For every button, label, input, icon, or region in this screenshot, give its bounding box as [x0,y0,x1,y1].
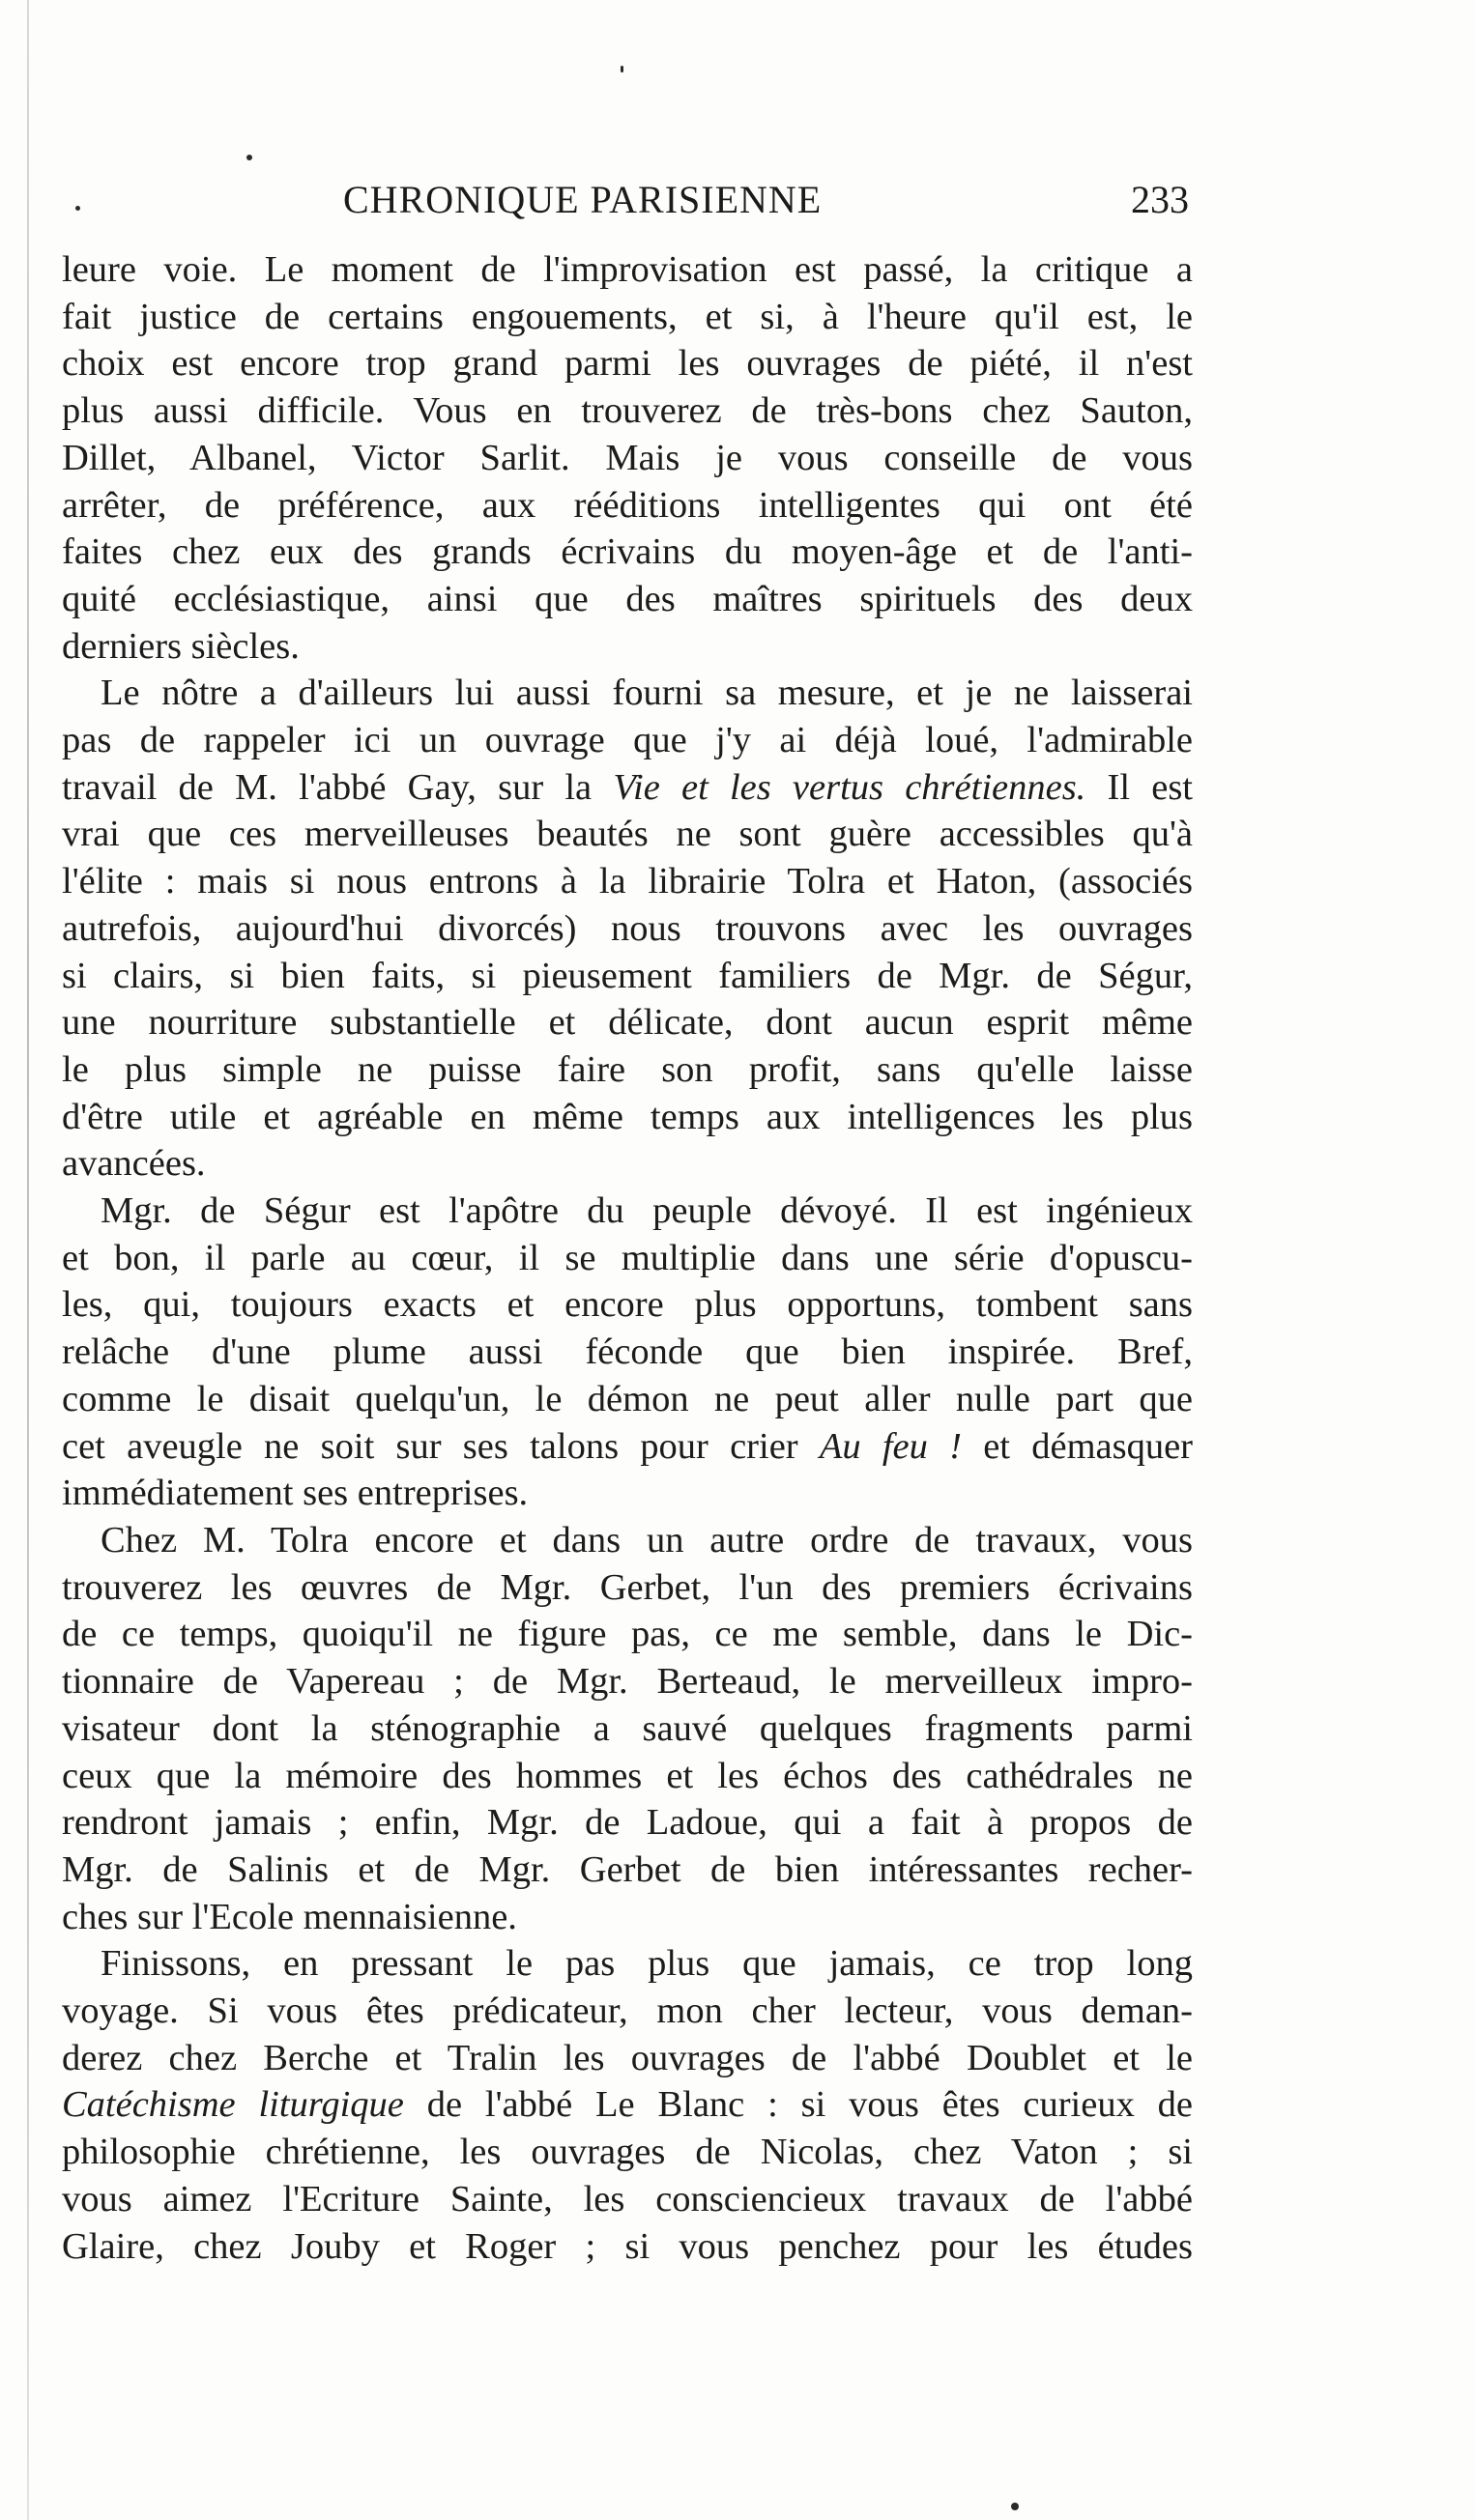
text-line: quité ecclésiastique, ainsi que des maîtres spirituels des deux [62,578,1193,619]
text-line: Le nôtre a d'ailleurs lui aussi fourni sa mesure, et je ne laisserai [101,673,1193,714]
text-line: trouverez les œuvres de Mgr. Gerbet, l'un des premiers écrivains [62,1566,1193,1608]
text-run: de l'abbé Le Blanc : si vous êtes curieux de [403,2084,1193,2126]
text-line: Mgr. de Ségur est l'apôtre du peuple dévoyé. Il est ingénieux [101,1190,1193,1232]
text-line: arrêter, de préférence, aux rééditions intelligentes qui ont été [62,484,1193,526]
text-line: et bon, il parle au cœur, il se multiplie dans une série d'opuscu- [62,1237,1193,1278]
text-line: les, qui, toujours exacts et encore plus opportuns, tombent sans [62,1284,1193,1326]
page-header [58,177,1189,235]
text-line-with-title [62,764,1193,812]
running-title: CHRONIQUE PARISIENNE [343,178,823,221]
text-line-with-cry [62,1423,1193,1471]
text-line: le plus simple ne puisse faire son profit, sans qu'elle laisse [62,1048,1193,1090]
text-line: Chez M. Tolra encore et dans un autre ordre de travaux, vous [101,1519,1193,1561]
ink-speck [1011,2503,1019,2510]
paragraph-5 [62,1940,1193,2270]
text-line: Mgr. de Salinis et de Mgr. Gerbet de bien intéressantes recher- [62,1848,1193,1890]
body-text [62,246,1193,2270]
text-line: l'élite : mais si nous entrons à la librairie Tolra et Haton, (associés [62,861,1193,902]
text-line: relâche d'une plume aussi féconde que bien inspirée. Bref, [62,1332,1193,1373]
text-line: philosophie chrétienne, les ouvrages de Nicolas, chez Vaton ; si [62,2132,1193,2173]
text-line: vous aimez l'Ecriture Sainte, les consciencieux travaux de l'abbé [62,2178,1193,2219]
text-line: leure voie. Le moment de l'improvisation est passé, la critique a [62,249,1193,290]
text-line: choix est encore trop grand parmi les ouvrages de piété, il n'est [62,343,1193,385]
page-edge-shadow [27,0,29,2520]
text-run: cet aveugle ne soit sur ses talons pour crier [62,1425,820,1467]
text-line: Glaire, chez Jouby et Roger ; si vous penchez pour les études [62,2225,1193,2267]
text-line: derez chez Berche et Tralin les ouvrages de l'abbé Doublet et le [62,2037,1193,2078]
text-line: de ce temps, quoiqu'il ne figure pas, ce me semble, dans le Dic- [62,1614,1193,1655]
text-line: immédiatement ses entreprises. [62,1473,529,1514]
text-line: visateur dont la sténographie a sauvé quelques fragments parmi [62,1707,1193,1749]
text-line: vrai que ces merveilleuses beautés ne sont guère accessibles qu'à [62,814,1193,855]
text-run: travail de M. l'abbé Gay, sur la [62,766,614,808]
text-run: et démasquer [961,1425,1193,1467]
text-line: ceux que la mémoire des hommes et les échos des cathédrales ne [62,1755,1193,1796]
text-line: autrefois, aujourd'hui divorcés) nous trouvons avec les ouvrages [62,907,1193,949]
text-line: rendront jamais ; enfin, Mgr. de Ladoue, qui a fait à propos de [62,1802,1193,1844]
text-line: Dillet, Albanel, Victor Sarlit. Mais je vous conseille de vous [62,437,1193,478]
text-line: d'être utile et agréable en même temps aux intelligences les plus [62,1096,1193,1137]
text-line: faites chez eux des grands écrivains du moyen-âge et de l'anti- [62,531,1193,573]
text-line: derniers siècles. [62,625,300,667]
page-number: 233 [1131,178,1189,221]
text-line: tionnaire de Vapereau ; de Mgr. Berteaud, le merveilleux impro- [62,1661,1193,1703]
text-line: une nourriture substantielle et délicate, dont aucun esprit même [62,1002,1193,1044]
paragraph-3 [62,1188,1193,1517]
text-line: Finissons, en pressant le pas plus que jamais, ce trop long [101,1943,1193,1985]
paragraph-2 [62,670,1193,1188]
text-line: plus aussi difficile. Vous en trouverez de très-bons chez Sauton, [62,390,1193,432]
book-title: Catéchisme liturgique [62,2084,404,2126]
paragraph-1 [62,246,1193,670]
text-run: Il est [1085,766,1193,808]
text-line: avancées. [62,1143,206,1185]
ink-speck [621,66,623,72]
text-line-with-title [62,2081,1193,2129]
text-line: fait justice de certains engouements, et si, à l'heure qu'il est, le [62,296,1193,337]
text-line: comme le disait quelqu'un, le démon ne peut aller nulle part que [62,1378,1193,1419]
text-line: voyage. Si vous êtes prédicateur, mon cher lecteur, vous deman- [62,1990,1193,2032]
paragraph-4 [62,1517,1193,1940]
text-line: si clairs, si bien faits, si pieusement familiers de Mgr. de Ségur, [62,955,1193,996]
ink-speck [246,155,252,160]
text-line: pas de rappeler ici un ouvrage que j'y ai déjà loué, l'admirable [62,720,1193,761]
book-title: Vie et les vertus chrétiennes. [613,766,1086,808]
text-line: ches sur l'Ecole mennaisienne. [62,1896,517,1937]
italic-exclamation: Au feu ! [819,1425,962,1467]
